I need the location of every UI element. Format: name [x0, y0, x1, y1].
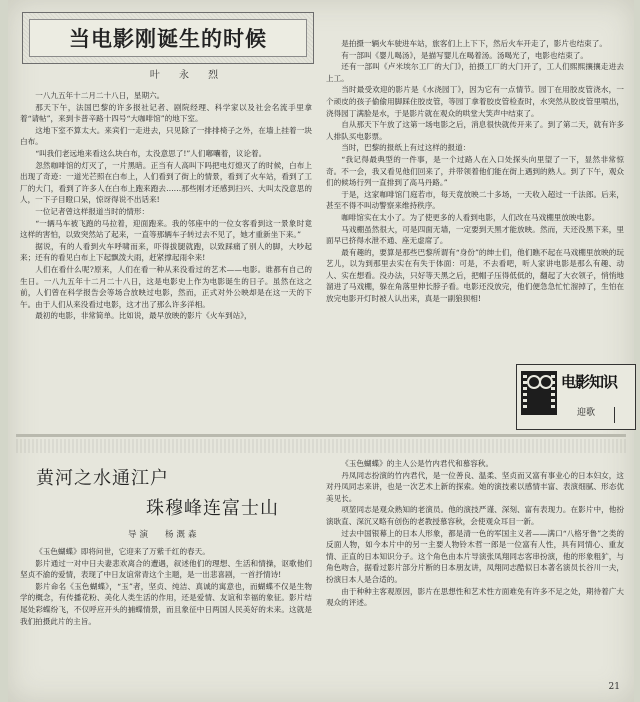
- paragraph: 当时最受欢迎的影片是《水浇园丁》，因为它有一点情节。园丁在用胶皮管浇水，一个顽皮的孩子偷偷用脚踩住胶皮管，等园丁拿着胶皮管检查时，水突然从胶皮管里喷出，浇得园丁满脸是水，于是影片就在观众的哄堂大笑声中结束了。: [326, 85, 624, 118]
- section-divider-pattern: [16, 439, 626, 453]
- paragraph: 最初的电影，非常简单。比如说，最早放映的影片《火车到站》，: [35, 311, 252, 321]
- bottom-right-column: [326, 458, 624, 684]
- paragraph: 据说，有的人看到火车呼啸而来，吓得拔腿就跑，以致踩痛了别人的脚，大吵起来；还有的看见白布上下起飘泼大雨，赶紧撑起雨伞来!: [20, 241, 312, 263]
- second-article-title-line2: 珠穆峰连富士山: [146, 498, 279, 519]
- byline-name: 杨溉森: [165, 530, 200, 540]
- paragraph: 当时，巴黎的报纸上有过这样的报道：: [341, 143, 471, 153]
- paragraph: 最有趣的，要算是那些巴黎所谓有“身份”的绅士们，他们瞧不起在马戏棚里放映的玩艺儿，以为到那里去实在有失于体面：可是，不去看吧，听人家讲电影是那么有趣、动人、实在想看。没办法，只好等天黑之后，把帽子压得低低的，翻起了大衣领子，悄悄地溜进了马戏棚，躲在角落里伸长脖子看。电影还没放完，他们便急急忙忙溜掉了，生怕在放完电影开灯时被人认出来，真是一副狼狈相!: [326, 247, 624, 304]
- article-author: [128, 66, 248, 81]
- paragraph: 过去中国银幕上的日本人形象，都是清一色的军国主义者——满口“八格牙鲁”之类的反面人物，如今本片中的另一主要人物铃木哲一郎是一位富有人性，具有同情心、重友情、正直的日本知识分子。这个角色由本片导演张凤翔同志客串扮演，他的形象粗犷，与角色吻合，据看过影片部分片断的日本朋友讲，凤翔同志酷似日本著名演员长谷川一夫，扮演日本人是合适的。: [326, 528, 624, 584]
- paragraph: 这地下室不算太大。来宾们一走进去，只见除了一排排椅子之外，在墙上挂着一块白布。: [20, 125, 312, 147]
- paragraph: 还有一部叫《卢米埃尔工厂的大门》，拍摄工厂的大门开了，工人们熙熙攘攘走进去上工。: [326, 62, 624, 83]
- paragraph: 有一部叫《婴儿喝汤》，是描写婴儿在喝着汤。汤喝光了，电影也结束了。: [341, 50, 588, 60]
- paragraph: 一八九五年十二月二十八日，星期六。: [35, 91, 165, 100]
- article-title-box: [22, 12, 314, 64]
- paragraph: 自从那天下午放了这第一场电影之后，消息很快就传开来了。到了第二天，就有许多人排队买电影票。: [326, 120, 624, 141]
- top-left-column: [20, 90, 312, 430]
- paragraph: 项堃同志是观众熟知的老演员。他的演技严谨、深刻、富有表现力。在影片中，他扮演耿直、深沉又略有创伤的老教授慕容秋，会使观众耳目一新。: [326, 505, 624, 526]
- paragraph: “叫我们老远地来看这么块白布，太没意思了!”人们嘟囔着，议论着。: [35, 148, 267, 158]
- logo-subtitle: 迎歌: [577, 408, 596, 418]
- bottom-left-column: [20, 546, 312, 692]
- magazine-page: [8, 0, 634, 702]
- paragraph: 由于种种主客观原因，影片在思想性和艺术性方面难免有许多不足之处，期待着广大观众的评述。: [326, 586, 624, 608]
- paragraph: 马戏棚虽然很大，可是四面无墙，一定要到天黑才能放映。然而，天还没黑下来，里面早已挤得水泄不通、座无虚席了。: [326, 224, 624, 246]
- paragraph: “一辆马车被飞跑的马拉着，迎面跑来。我的邻座中的一位女客看到这一景象时竟这样的害怕，以致突然站了起来，一直等那辆车子转过去不见了，她才重新坐下来。”: [20, 218, 312, 240]
- paragraph: 忽然咖啡馆的灯灭了，一片黑暗。正当有人高叫下吗把电灯熄灭了的时候，白布上出现了奇迹：一道光芒照在白布上，人们看到了街上的情景，看到了火车站，看到了工厂的大门，看到了许多人在白布上跑来跑去……那些刚才还感到扫兴、大叫太没意思的人，一下子目瞪口呆，惊讶得说不出话来!: [20, 160, 312, 205]
- byline-role: 导演: [128, 530, 152, 540]
- section-divider: [16, 434, 626, 437]
- film-projector-icon: [521, 371, 557, 415]
- author-name: 叶 永 烈: [149, 70, 227, 81]
- paragraph: 是拍摄一辆火车驶进车站，旅客们上上下下，然后火车开走了，影片也结束了。: [341, 39, 607, 48]
- paragraph: 《玉色蝴蝶》的主人公是竹内君代和慕容秋。: [341, 459, 494, 468]
- film-knowledge-logo: [516, 364, 636, 430]
- paragraph: 丹凤同志扮演的竹内君代，是一位善良、温柔、坚贞而又富有事业心的日本妇女，这对丹凤同志来讲，也是一次艺术上新的探索。她的演技素以感情丰富、表演细腻、形态优美见长。: [326, 470, 624, 503]
- second-article-title-line1: 黄河之水通江户: [36, 468, 169, 489]
- paragraph: 《玉色蝴蝶》即将问世，它迎来了万紫千红的春天。: [35, 547, 210, 556]
- paragraph: 影片命名《玉色蝴蝶》，“玉”者，坚贞、纯洁、真诚的寓意也，而蝴蝶不仅是生物学的概念，有传播花粉、美化人类生活的作用，还是爱情、友谊和幸福的象征。影片结尾处彩蝶纷飞，不仅呼应开头的捕蝶情景，而且象征中日两国人民美好的未来。这就是我们拍摄此片的主旨。: [20, 581, 312, 626]
- page-number: 21: [608, 682, 620, 692]
- paragraph: 于是，这家咖啡馆门庭若市，每天竟放映二十多场，一天收入超过一千法郎。后来，甚至不得不叫动警察来维持秩序。: [326, 189, 624, 211]
- paragraph: 那天下午，法国巴黎的许多报社记者、剧院经理、科学家以及社会名流手里拿着“请帖”，来到卡普辛路十四号“大咖啡馆”的地下室。: [20, 102, 312, 124]
- paragraph: “我记得最典型的一件事，是一个过路人在入口处探头向里望了一下，显然非常惊奇。不一会，我又看见他们回来了，并带领着他们能在街上遇到的熟人。到了下午，观众们的候场行列一直排到了高马丹路。”: [326, 154, 624, 188]
- article-title: 当电影刚诞生的时候: [29, 19, 307, 57]
- logo-title: 电影知识: [561, 373, 618, 391]
- paragraph: 咖啡馆实在太小了。为了使更多的人看到电影，人们改在马戏棚里放映电影。: [341, 212, 600, 222]
- second-article-byline: [128, 528, 214, 540]
- flower-icon: [614, 407, 627, 423]
- paragraph: 一位记者曾这样报道当时的情形：: [35, 206, 150, 216]
- paragraph: 影片通过一对中日夫妻悲欢离合的遭遇，叙述他们的理想、生活和情操，讴歌他们坚贞不渝的爱情，表现了中日友谊常青这个主题，是一出悲喜剧，一首抒情诗!: [20, 558, 312, 580]
- paragraph: 人们在看什么呢?原来，人们在看一种从来没看过的艺术——电影。谁都有自己的生日。一八九五年十二月二十八日，这是电影史上作为电影诞生的日子。虽然在这之前，人们曾在科学报告会等场合放映过电影，然而，正式对外公映却是在这一天的下午。由于人们从来没看过电影，这才出了那么许多洋相。: [20, 264, 312, 309]
